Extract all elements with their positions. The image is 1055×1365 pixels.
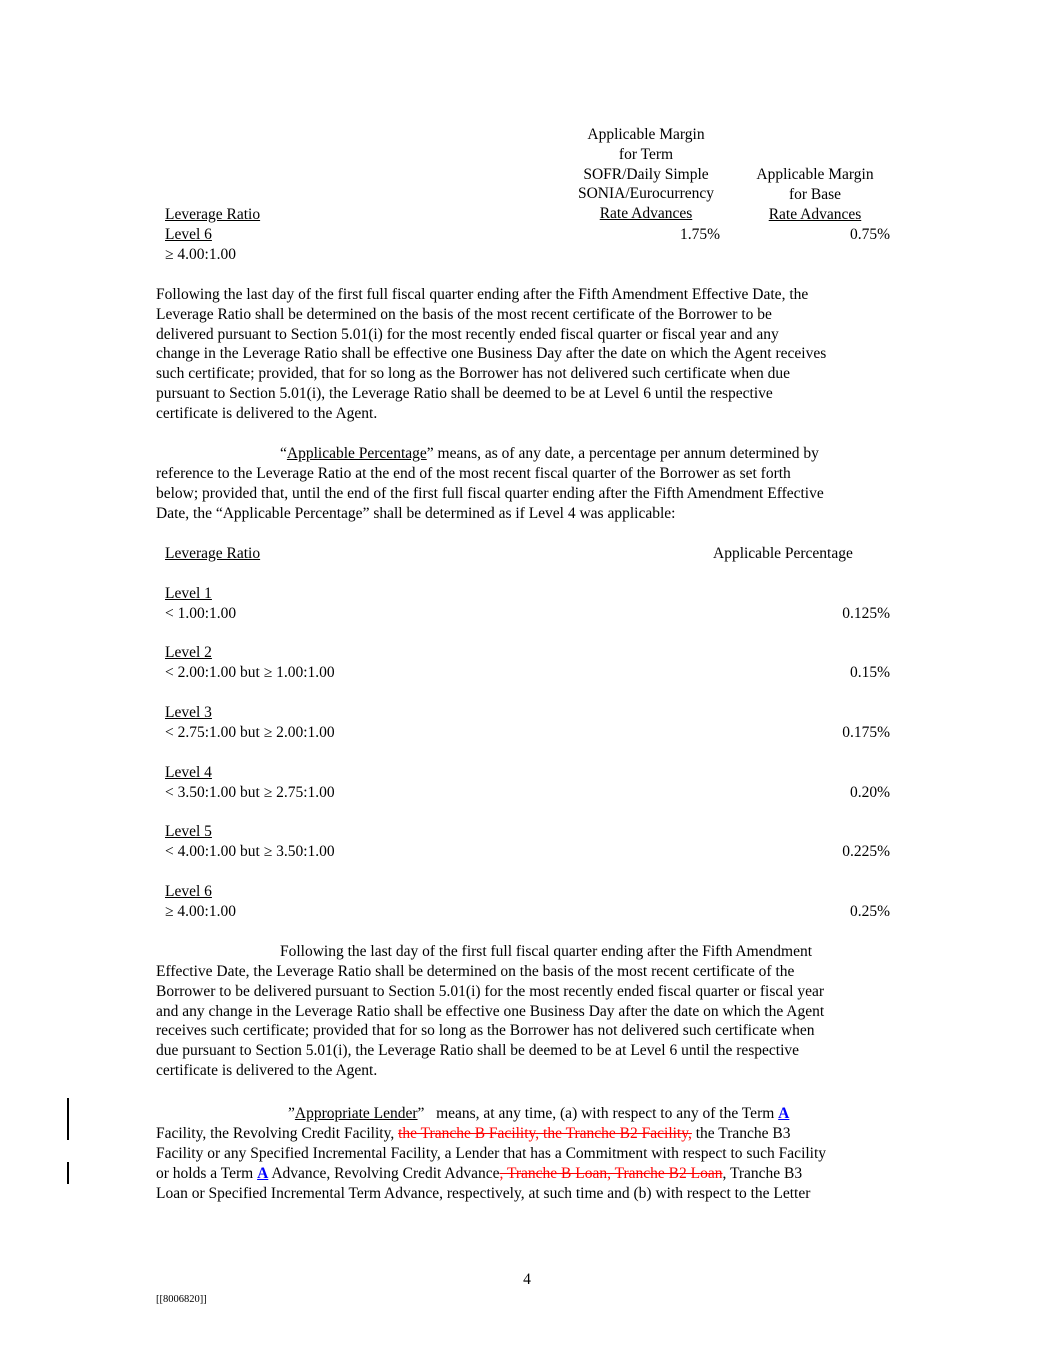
leverage-ratio-paragraph-2: Effective Date, the Leverage Ratio shall be determined on the basis of the most recent certificate of the Borrower to be delivered pursuant to Section 5.01(i) for the most recently ended fiscal quarter or fiscal year and any change in the Leverage Ratio shall be effective one Business Day after the date on which the Agent receives such certificate; provided that for so long as the Borrower has not delivered such certificate when due pursuant to Section 5.01(i), the Leverage Ratio shall be deemed to be at Level 6 until the respective certificate is delivered to the Agent. <box>156 963 825 1079</box>
defined-term-applicable-percentage: Applicable Percentage <box>286 445 427 462</box>
table1-row-margin-term: 1.75% <box>679 226 720 243</box>
table1-row-ratio: ≥ 4.00:1.00 <box>165 246 236 263</box>
table2-row-level: Level 4 <box>165 764 212 781</box>
table2-row-ratio: < 3.50:1.00 but ≥ 2.75:1.00 <box>165 784 335 801</box>
table2-row-ratio: < 2.00:1.00 but ≥ 1.00:1.00 <box>165 664 335 681</box>
inserted-text: A <box>257 1165 269 1182</box>
table2-row-pct: 0.125% <box>842 605 890 622</box>
leverage-ratio-paragraph-2-line1: Following the last day of the first full fiscal quarter ending after the Fifth Amendment <box>280 943 813 960</box>
table2-row-pct: 0.20% <box>849 784 890 801</box>
table2-row-ratio: ≥ 4.00:1.00 <box>165 903 236 920</box>
table2-row-pct: 0.15% <box>849 664 890 681</box>
table2-row-level: Level 6 <box>165 883 212 900</box>
change-bar <box>67 1098 69 1140</box>
applicable-percentage-definition: reference to the Leverage Ratio at the end of the most recent fiscal quarter of the Borrower as set forth below; provided that, until the end of the first full fiscal quarter ending after the Fifth Amendment Effective Date, the “Applicable Percentage” shall be determined as if Level 4 was applicable: <box>156 465 824 522</box>
table2-row-ratio: < 4.00:1.00 but ≥ 3.50:1.00 <box>165 843 335 860</box>
appropriate-lender-line1: ”Appropriate Lender” means, at any time, (a) with respect to any of the Term A <box>288 1105 790 1122</box>
table2-row-level: Level 5 <box>165 823 212 840</box>
page-number: 4 <box>523 1271 531 1288</box>
table2-row-ratio: < 2.75:1.00 but ≥ 2.00:1.00 <box>165 724 335 741</box>
table1-col1-header: Leverage Ratio <box>165 206 261 223</box>
change-bar <box>67 1162 69 1184</box>
appropriate-lender-line4: or holds a Term A Advance, Revolving Credit Advance, Tranche B Loan, Tranche B2 Loan, Tranche B3 <box>156 1165 803 1182</box>
appropriate-lender-line2: Facility, the Revolving Credit Facility, the Tranche B Facility, the Tranche B2 Facility, the Tranche B3 <box>156 1125 791 1142</box>
table2-row-pct: 0.225% <box>842 843 890 860</box>
table2-row-ratio: < 1.00:1.00 <box>165 605 237 622</box>
deleted-text: , Tranche B Loan, Tranche B2 Loan <box>499 1165 723 1182</box>
leverage-ratio-paragraph-1: Following the last day of the first full fiscal quarter ending after the Fifth Amendment Effective Date, the Leverage Ratio shall be determined on the basis of the most recent certificate of the Borrower to be delivered pursuant to Section 5.01(i) for the most recently ended fiscal quarter or fiscal year and any change in the Leverage Ratio shall be effective one Business Day after the date on which the Agent receives such certificate; provided, that for so long as the Borrower has not delivered such certificate when due pursuant to Section 5.01(i), the Leverage Ratio shall be deemed to be at Level 6 until the respective certificate is delivered to the Agent. <box>156 286 827 422</box>
table2-row-pct: 0.175% <box>842 724 890 741</box>
table2-row-level: Level 1 <box>165 585 212 602</box>
table2-col1-header: Leverage Ratio <box>165 545 261 562</box>
document-id: [[8006820]] <box>156 1294 207 1305</box>
table2-row-level: Level 3 <box>165 704 212 721</box>
table1-col2-header: Applicable Margin for Term SOFR/Daily Simple SONIA/Eurocurrency Rate Advances <box>577 126 714 223</box>
appropriate-lender-line5: Loan or Specified Incremental Term Advance, respectively, at such time and (b) with respect to the Letter <box>156 1185 811 1202</box>
defined-term-appropriate-lender: Appropriate Lender <box>294 1105 418 1122</box>
applicable-percentage-definition-line1: “Applicable Percentage” means, as of any date, a percentage per annum determined by <box>280 445 819 462</box>
table2-row-level: Level 2 <box>165 644 212 661</box>
table1-row-level: Level 6 <box>165 226 212 243</box>
inserted-text: A <box>778 1105 790 1122</box>
table2-row-pct: 0.25% <box>849 903 890 920</box>
table1-col3-header: Applicable Margin for Base Rate Advances <box>756 166 874 223</box>
appropriate-lender-line3: Facility or any Specified Incremental Facility, a Lender that has a Commitment with respect to such Facility <box>156 1145 827 1162</box>
deleted-text: the Tranche B Facility, the Tranche B2 Facility, <box>398 1125 692 1142</box>
table2-col2-header: Applicable Percentage <box>713 545 853 562</box>
table1-row-margin-base: 0.75% <box>849 226 890 243</box>
